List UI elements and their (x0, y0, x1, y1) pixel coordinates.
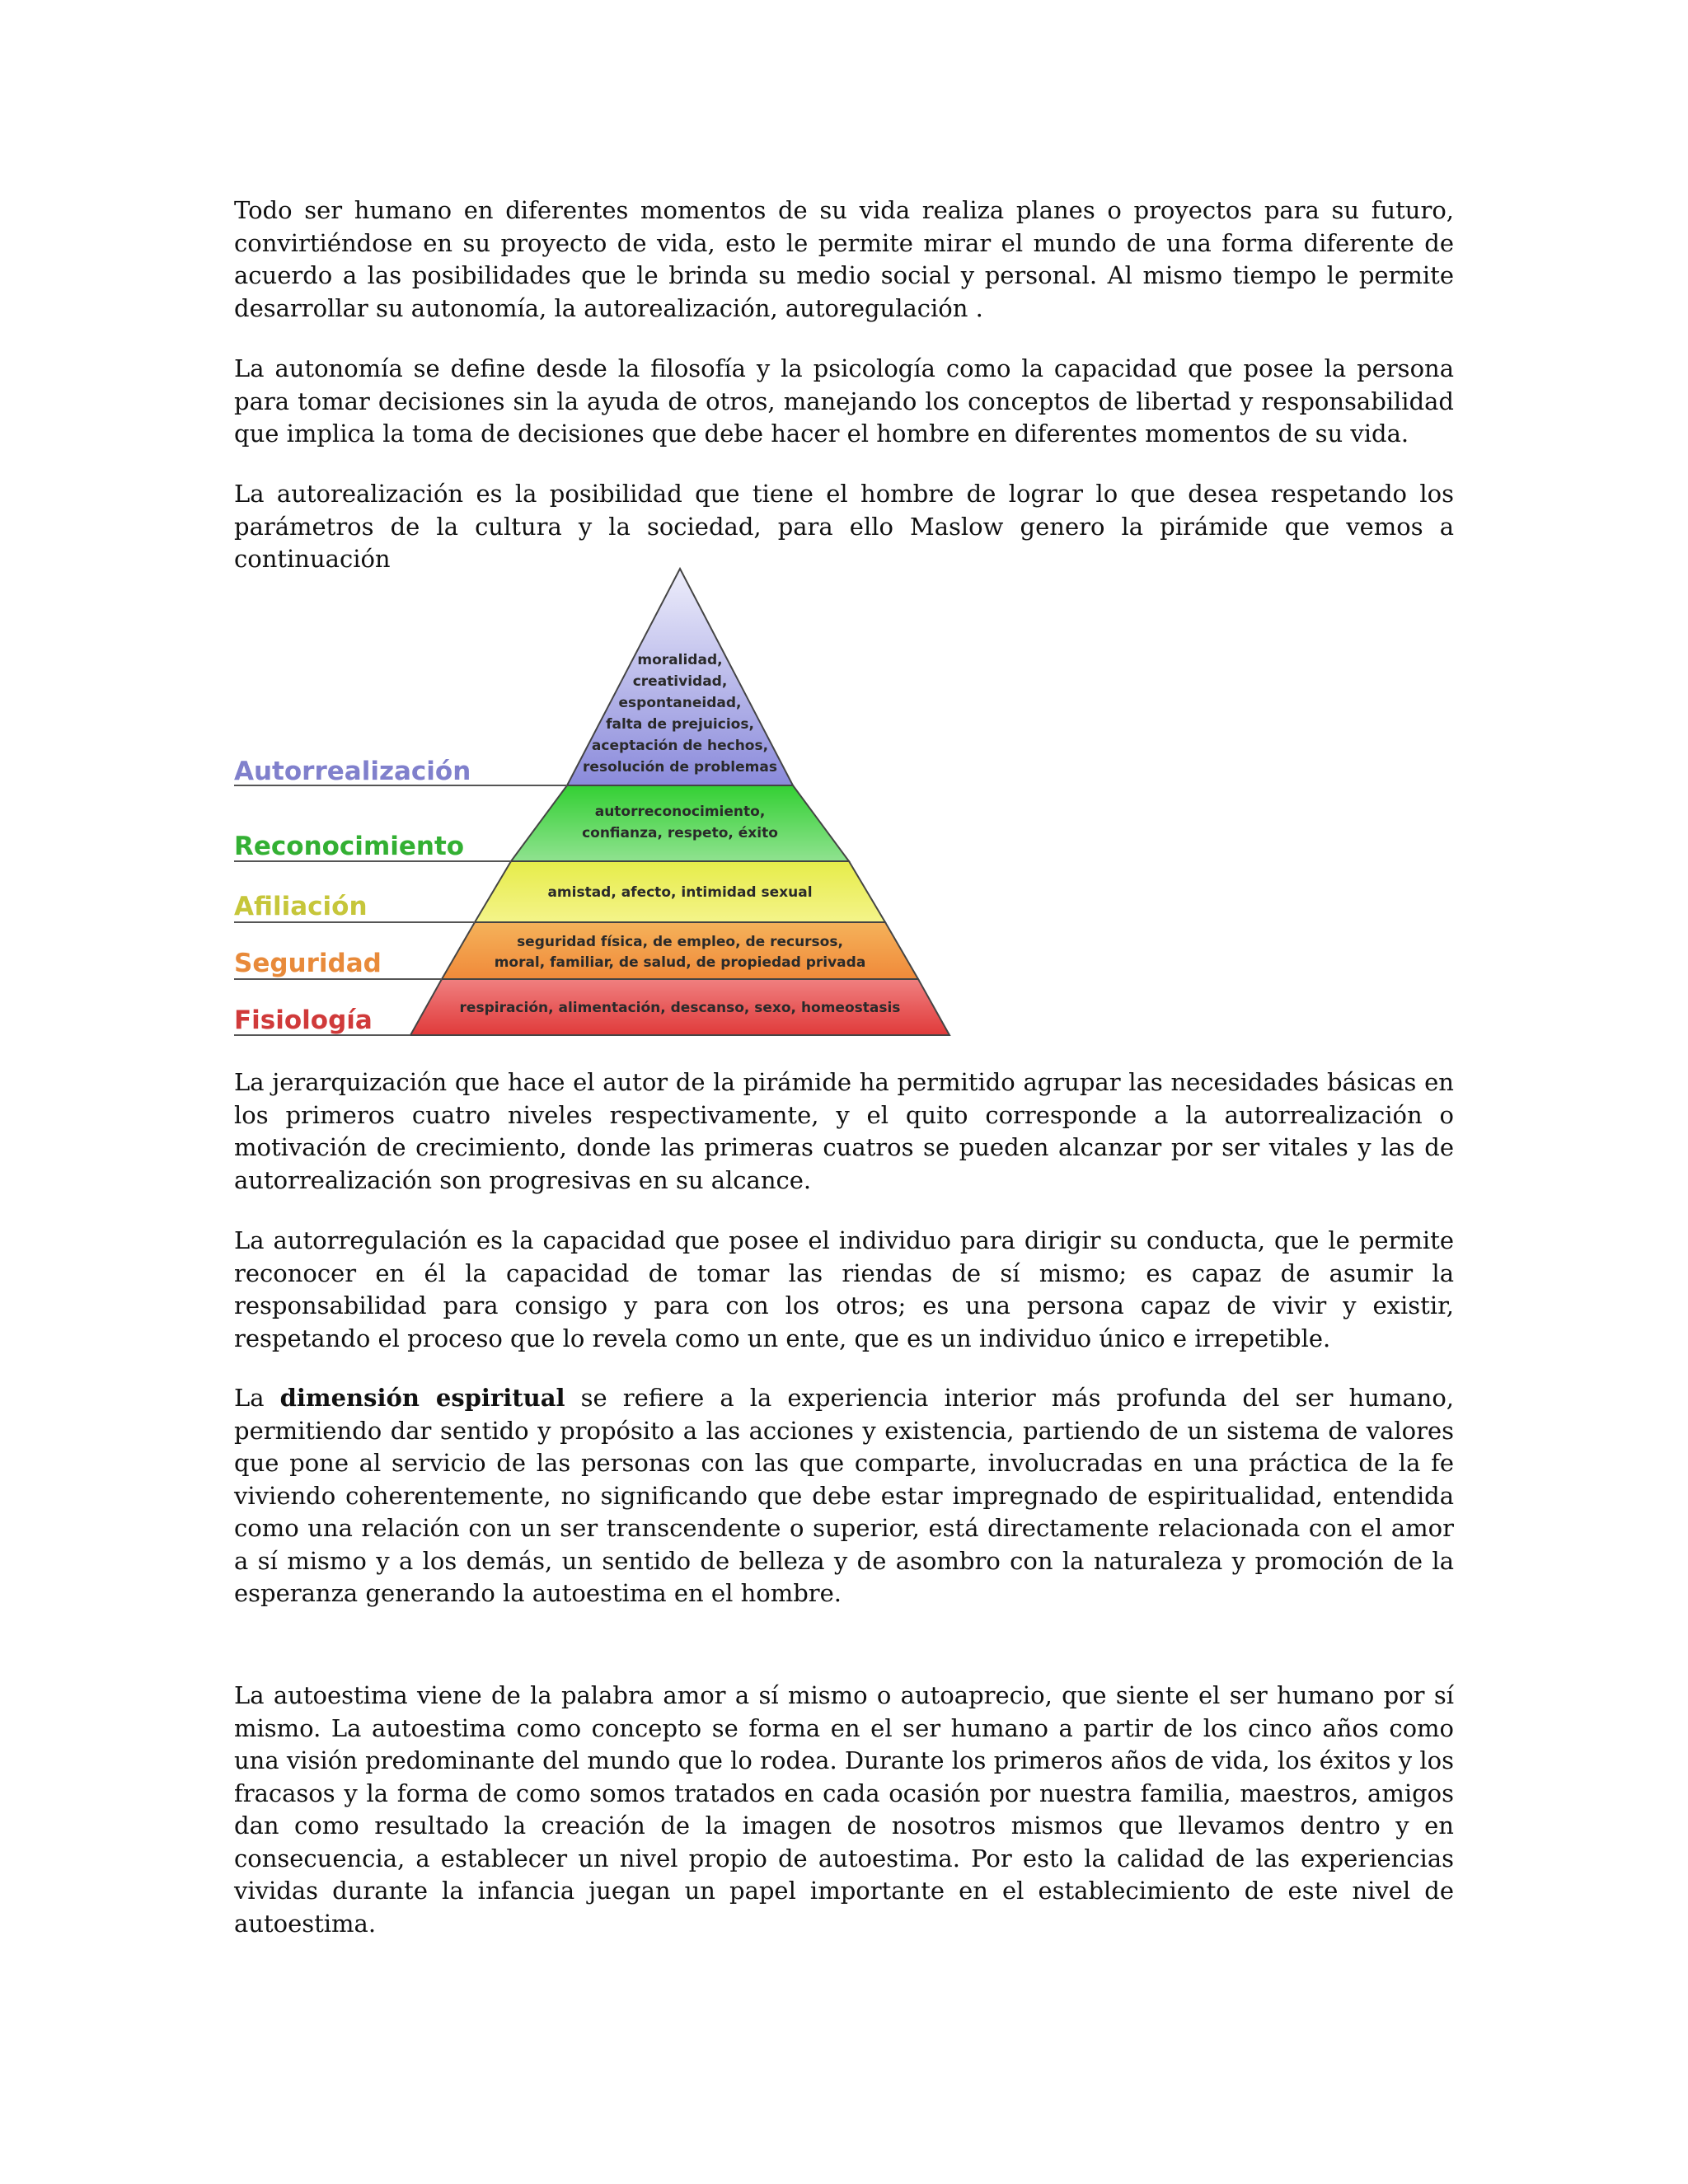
paragraph-autorealizacion: La autorealización es la posibilidad que tiene el hombre de lograr lo que desea respetando los parámetros de la cultura y la sociedad, para ello Maslow genero la pirámide que vemos a continuación (234, 480, 1454, 573)
paragraph-jerarquizacion: La jerarquización que hace el autor de la pirámide ha permitido agrupar las necesidades básicas en los primeros cuatro niveles respectivamente, y el quito corresponde a la autorrealización o motivación de crecimiento, donde las primeras cuatros se pueden alcanzar por ser vitales y las de autorrealización son progresivas en su alcance. (234, 1068, 1454, 1194)
desc-autorrealizacion-4: falta de prejuicios, (606, 716, 754, 733)
level-label-reconocimiento: Reconocimiento (234, 832, 465, 861)
desc-autorrealizacion-2: creatividad, (632, 673, 728, 690)
desc-afiliacion-1: amistad, afecto, intimidad sexual (547, 884, 813, 901)
level-label-fisiologia: Fisiología (234, 1005, 373, 1035)
maslow-pyramid-figure (231, 562, 956, 1040)
paragraph-proyecto-de-vida: Todo ser humano en diferentes momentos de su vida realiza planes o proyectos para su futuro, convirtiéndose en su proyecto de vida, esto le permite mirar el mundo de una forma diferente de acuerdo a las posibilidades que le brinda su medio social y personal. Al mismo tiempo le permite desarrollar su autonomía, la autorealización, autoregulación . (234, 196, 1454, 322)
desc-seguridad-1: seguridad física, de empleo, de recursos, (517, 934, 843, 950)
desc-fisiologia-1: respiración, alimentación, descanso, sexo, homeostasis (459, 1000, 901, 1016)
level-label-autorrealizacion: Autorrealización (234, 757, 471, 786)
level-label-seguridad: Seguridad (234, 949, 382, 978)
p6-rest: se refiere a la experiencia interior más profunda del ser humano, permitiendo dar sentido y propósito a las acciones y existencia, partiendo de un sistema de valores que pone al servicio de las personas con las que comparte, involucradas en una práctica de la fe viviendo coherentemente, no significando que debe estar impregnado de espiritualidad, entendida como una relación con un ser transcendente o superior, está directamente relacionada con el amor a sí mismo y a los demás, un sentido de belleza y de asombro con la naturaleza y promoción de la esperanza generando la autoestima en el hombre. (234, 1384, 1454, 1607)
p6-lead: La (234, 1384, 280, 1412)
paragraph-autorregulacion: La autorregulación es la capacidad que posee el individuo para dirigir su conducta, que le permite reconocer en él la capacidad de tomar las riendas de sí mismo; es capaz de asumir la responsabilidad para consigo y para con los otros; es una persona capaz de vivir y existir, respetando el proceso que lo revela como un ente, que es un individuo único e irrepetible. (234, 1226, 1454, 1352)
desc-autorrealizacion-6: resolución de problemas (583, 759, 777, 776)
dimension-espiritual-term: dimensión espiritual (279, 1384, 565, 1412)
desc-reconocimiento-2: confianza, respeto, éxito (582, 825, 778, 841)
desc-autorrealizacion-5: aceptación de hechos, (591, 738, 769, 754)
pyramid-band-reconocimiento (511, 785, 849, 861)
paragraph-dimension-espiritual (234, 1382, 1454, 1610)
desc-seguridad-2: moral, familiar, de salud, de propiedad privada (494, 954, 866, 971)
level-label-afiliacion: Afiliación (234, 892, 368, 921)
paragraph-autonomia: La autonomía se define desde la filosofía y la psicología como la capacidad que posee la persona para tomar decisiones sin la ayuda de otros, manejando los conceptos de libertad y responsabilidad que implica la toma de decisiones que debe hacer el hombre en diferentes momentos de su vida. (234, 354, 1454, 448)
desc-autorrealizacion-3: espontaneidad, (618, 695, 742, 711)
paragraph-autoestima: La autoestima viene de la palabra amor a sí mismo o autoaprecio, que siente el ser humano por sí mismo. La autoestima como concepto se forma en el ser humano a partir de los cinco años como una visión predominante del mundo que lo rodea. Durante los primeros años de vida, los éxitos y los fracasos y la forma de como somos tratados en cada ocasión por nuestra familia, maestros, amigos dan como resultado la creación de la imagen de nosotros mismos que llevamos dentro y en consecuencia, a establecer un nivel propio de autoestima. Por esto la calidad de las experiencias vividas durante la infancia juegan un papel importante en el establecimiento de este nivel de autoestima. (234, 1681, 1454, 1938)
desc-reconocimiento-1: autorreconocimiento, (594, 804, 766, 820)
desc-autorrealizacion-1: moralidad, (637, 652, 723, 668)
